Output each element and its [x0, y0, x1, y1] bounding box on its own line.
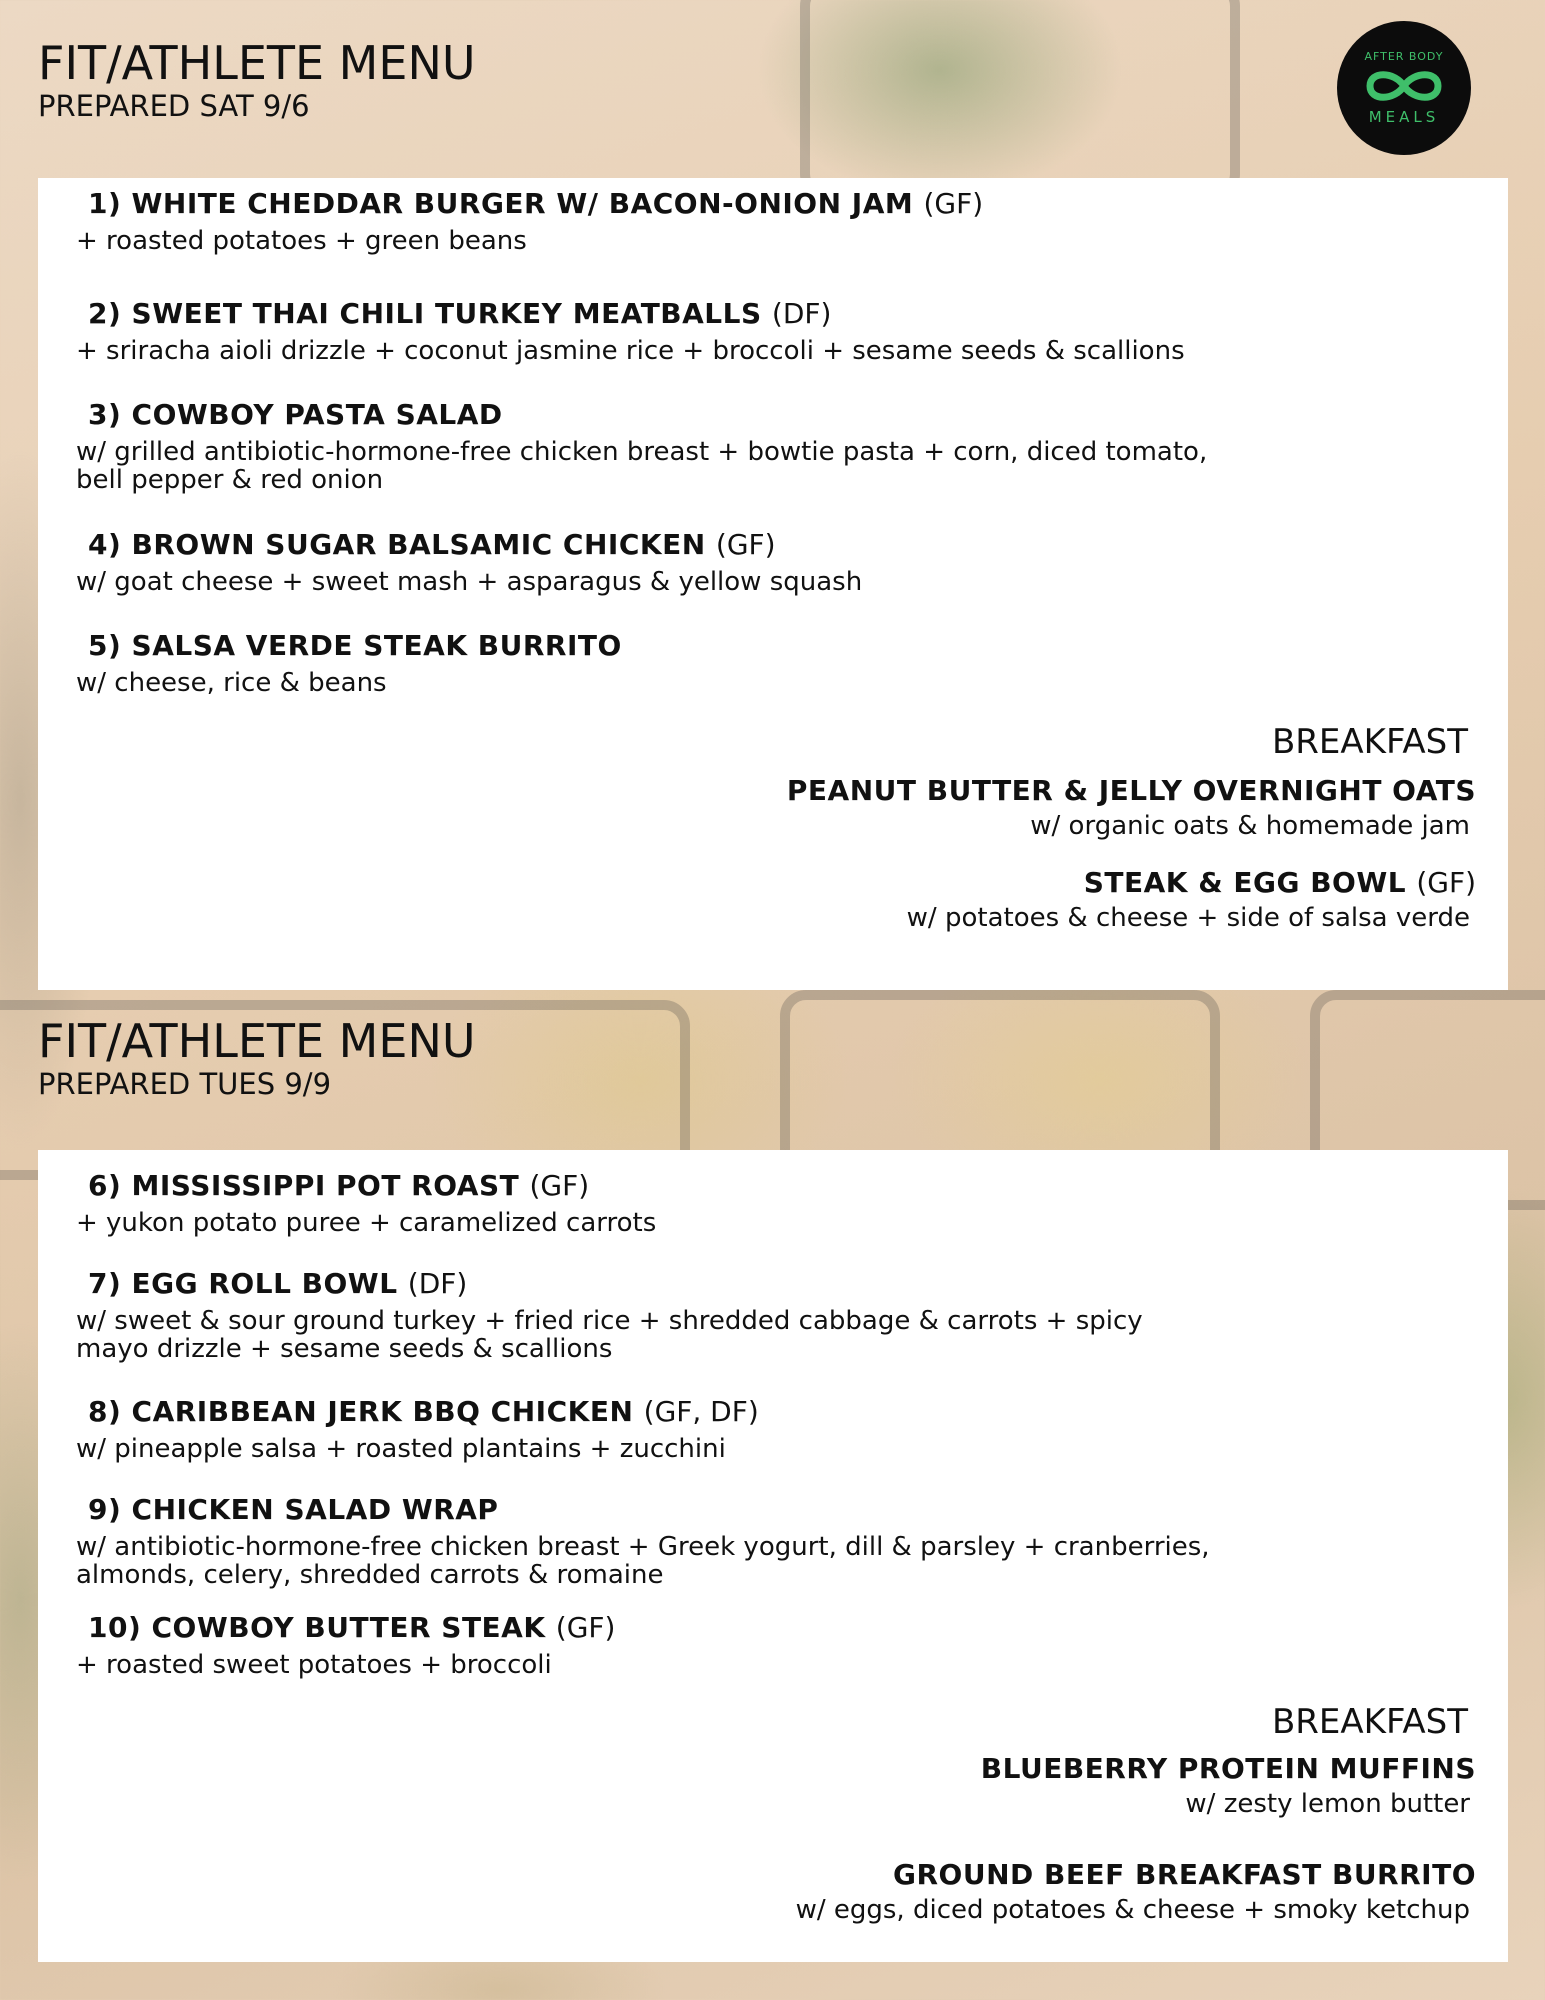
menu-item [76, 1169, 1476, 1237]
breakfast-item-title: GROUND BEEF BREAKFAST BURRITO [893, 1858, 1476, 1891]
logo-text-top: AFTER BODY [1364, 50, 1444, 63]
menu-header [38, 1016, 476, 1102]
menu-item [76, 629, 1476, 697]
menu-item [76, 1267, 1476, 1363]
menu-item [76, 1493, 1476, 1589]
item-title: 9) CHICKEN SALAD WRAP [88, 1493, 499, 1526]
menu-item [76, 187, 1476, 255]
item-description: + roasted potatoes + green beans [76, 226, 527, 256]
menu-subtitle: PREPARED SAT 9/6 [38, 89, 310, 123]
item-title: 2) SWEET THAI CHILI TURKEY MEATBALLS [88, 297, 762, 330]
item-description: w/ goat cheese + sweet mash + asparagus & yellow squash [76, 567, 863, 597]
breakfast-item [576, 774, 1476, 842]
item-tag: (GF) [715, 528, 776, 561]
item-description: w/ sweet & sour ground turkey + fried rice + shredded cabbage & carrots + spicy mayo drizzle + sesame seeds & scallions [76, 1306, 1143, 1364]
item-tag: (GF) [529, 1169, 590, 1202]
breakfast-item [576, 866, 1476, 934]
breakfast-section [576, 1702, 1476, 1926]
breakfast-item [576, 1752, 1476, 1820]
infinity-icon [1358, 63, 1450, 109]
menu-panel [38, 178, 1508, 990]
item-description: w/ cheese, rice & beans [76, 668, 387, 698]
background-photo-tray [800, 0, 1240, 200]
item-tag: (GF) [555, 1611, 616, 1644]
item-description: + sriracha aioli drizzle + coconut jasmine rice + broccoli + sesame seeds & scallions [76, 336, 1185, 366]
breakfast-heading: BREAKFAST [1271, 1702, 1468, 1742]
menu-item [76, 1611, 1476, 1679]
item-tag: (GF) [923, 187, 984, 220]
menu-item [76, 398, 1476, 494]
item-title: 6) MISSISSIPPI POT ROAST [88, 1169, 520, 1202]
item-title: 5) SALSA VERDE STEAK BURRITO [88, 629, 622, 662]
item-tag: (GF, DF) [643, 1395, 759, 1428]
item-title: 10) COWBOY BUTTER STEAK [88, 1611, 546, 1644]
breakfast-heading: BREAKFAST [1271, 722, 1468, 762]
after-body-meals-logo [1337, 21, 1471, 155]
item-title: 1) WHITE CHEDDAR BURGER W/ BACON-ONION JAM [88, 187, 914, 220]
breakfast-item-description: w/ eggs, diced potatoes & cheese + smoky ketchup [795, 1895, 1470, 1925]
menu-title: FIT/ATHLETE MENU [38, 1014, 476, 1068]
item-description: w/ pineapple salsa + roasted plantains + zucchini [76, 1434, 726, 1464]
menu-subtitle: PREPARED TUES 9/9 [38, 1067, 332, 1101]
item-title: 3) COWBOY PASTA SALAD [88, 398, 503, 431]
breakfast-item-description: w/ potatoes & cheese + side of salsa verde [906, 903, 1470, 933]
item-tag: (DF) [771, 297, 832, 330]
breakfast-item-tag: (GF) [1416, 866, 1476, 899]
item-title: 8) CARIBBEAN JERK BBQ CHICKEN [88, 1395, 634, 1428]
item-description: w/ grilled antibiotic-hormone-free chicken breast + bowtie pasta + corn, diced tomato, bell pepper & red onion [76, 437, 1208, 495]
breakfast-item-title: STEAK & EGG BOWL [1083, 866, 1407, 899]
menu-item [76, 1395, 1476, 1463]
breakfast-item-description: w/ organic oats & homemade jam [1030, 811, 1470, 841]
breakfast-item [576, 1858, 1476, 1926]
item-description: + yukon potato puree + caramelized carrots [76, 1208, 657, 1238]
menu-title: FIT/ATHLETE MENU [38, 36, 476, 90]
menu-item [76, 297, 1476, 365]
breakfast-item-title: PEANUT BUTTER & JELLY OVERNIGHT OATS [786, 774, 1476, 807]
breakfast-item-description: w/ zesty lemon butter [1185, 1789, 1470, 1819]
breakfast-section [576, 722, 1476, 934]
menu-header [38, 38, 476, 124]
menu-item [76, 528, 1476, 596]
item-tag: (DF) [407, 1267, 468, 1300]
menu-panel [38, 1150, 1508, 1962]
logo-text-bottom: MEALS [1368, 108, 1440, 126]
item-description: w/ antibiotic-hormone-free chicken breast + Greek yogurt, dill & parsley + cranberries, almonds, celery, shredded carrots & romaine [76, 1532, 1210, 1590]
item-title: 7) EGG ROLL BOWL [88, 1267, 398, 1300]
breakfast-item-title: BLUEBERRY PROTEIN MUFFINS [980, 1752, 1476, 1785]
item-title: 4) BROWN SUGAR BALSAMIC CHICKEN [88, 528, 706, 561]
item-description: + roasted sweet potatoes + broccoli [76, 1650, 552, 1680]
